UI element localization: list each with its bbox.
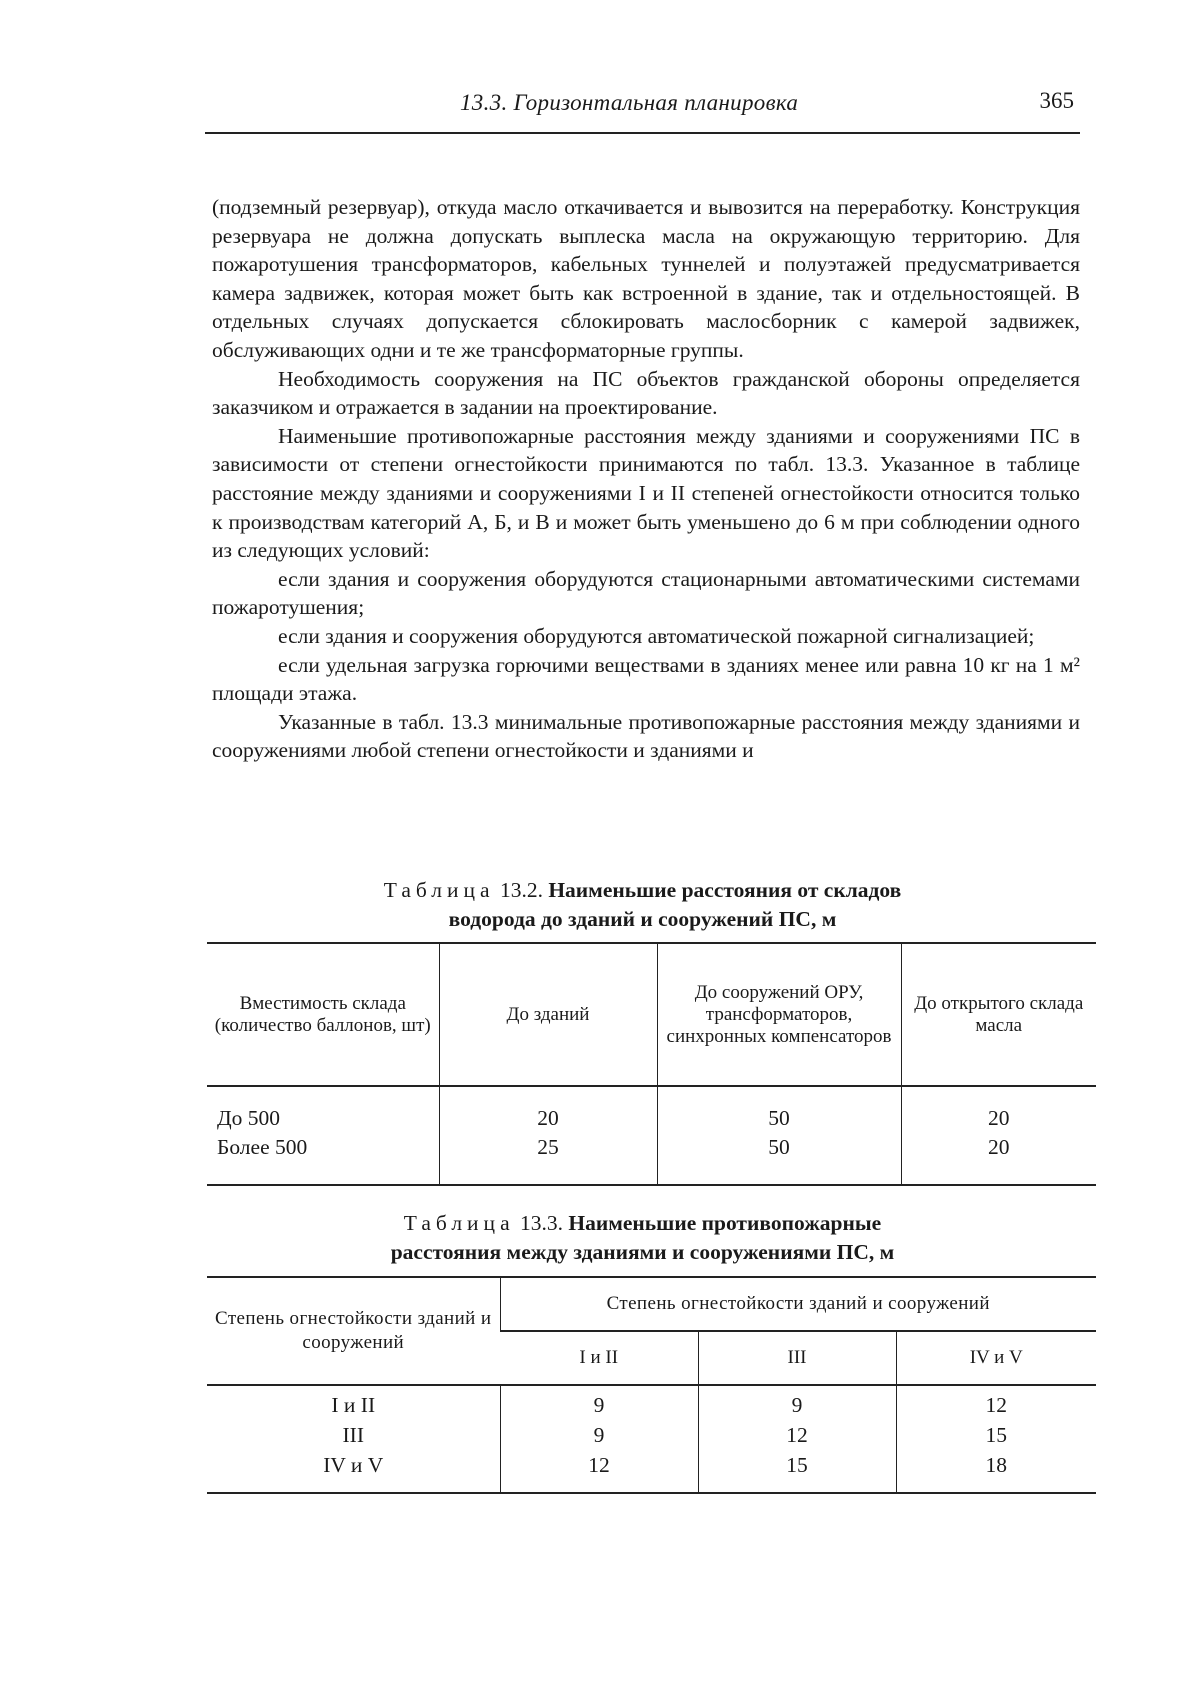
table-number: 13.2. [499,878,543,902]
paragraph: если здания и сооружения оборудуются автоматической пожарной сигнализацией; [278,623,1035,648]
paragraph: если здания и сооружения оборудуются стационарными автоматическими системами пожаротушения; [212,566,1080,620]
table-number: 13.3. [519,1211,563,1235]
paragraph: если удельная загрузка горючими веществами в зданиях менее или равна 10 кг на 1 м² площади этажа. [212,652,1080,706]
column-header: Вместимость склада (количество баллонов, шт) [207,943,439,1086]
table-cell: IV и V [323,1453,384,1477]
table-cell: 12 [698,1420,896,1450]
table-row [207,1450,1096,1493]
table-cell: 20 [439,1086,657,1133]
table-row [207,1086,1096,1133]
table-cell: 9 [500,1420,698,1450]
table-13-3 [207,1276,1096,1494]
column-header: I и II [500,1331,698,1385]
table-cell: Более 500 [217,1134,308,1159]
table-cell: 12 [896,1385,1096,1420]
header-title: 13.3. Горизонтальная планировка [460,90,799,115]
column-header: До зданий [439,943,657,1086]
table-row [207,1420,1096,1450]
paragraph: Наименьшие противопожарные расстояния между зданиями и сооружениями ПС в зависимости от степени огнестойкости принимаются по табл. 13.3. Указанное в таблице расстояние между зданиями и сооружениями I и II степеней огнестойкости относится только к производствам категорий А, Б, и В и может быть уменьшено до 6 м при соблюдении одного из следующих условий: [212,423,1080,563]
column-header: До сооружений ОРУ, трансформаторов, синхронных компенсаторов [657,943,901,1086]
group-header: Степень огнестойкости зданий и сооружений [500,1277,1096,1331]
page-number: 365 [1039,88,1074,113]
table-cell: 15 [896,1420,1096,1450]
table-cell: 12 [500,1450,698,1493]
row-header: Степень огнестойкости зданий и сооружений [207,1277,500,1385]
table-title-line1: Наименьшие противопожарные [568,1211,882,1235]
column-header: IV и V [896,1331,1096,1385]
running-header [205,86,1080,134]
table-cell: 18 [896,1450,1096,1493]
paragraph: (подземный резервуар), откуда масло откачивается и вывозится на переработку. Конструкция резервуара не должна допускать выплеска масла на окружающую территорию. Для пожаротушения трансформаторов, кабельных туннелей и полуэтажей предусматривается камера задвижек, которая может быть как встроенной в здание, так и отдельностоящей. В отдельных случаях допускается сблокировать маслосборник с камерой задвижек, обслуживающих одни и те же трансформаторные группы. [212,195,1080,362]
table-cell: До 500 [217,1105,281,1130]
table-cell: 50 [657,1133,901,1185]
paragraph: Необходимость сооружения на ПС объектов гражданской обороны определяется заказчиком и отражается в задании на проектирование. [212,366,1080,420]
paragraph: Указанные в табл. 13.3 минимальные противопожарные расстояния между зданиями и сооружениями любой степени огнестойкости и зданиями и [212,709,1080,763]
table-title-line1: Наименьшие расстояния от складов [548,878,902,902]
table-13-2 [207,942,1096,1186]
table-cell: 25 [439,1133,657,1185]
table-title-line2: водорода до зданий и сооружений ПС, м [448,907,837,931]
table-label: Таблица [383,878,495,902]
table-cell: 20 [901,1133,1096,1185]
column-header: До открытого склада масла [901,943,1096,1086]
table-title-line2: расстояния между зданиями и сооружениями ПС, м [390,1240,895,1264]
table-cell: 9 [500,1385,698,1420]
table-cell: 20 [901,1086,1096,1133]
table-row [207,1133,1096,1185]
table-label: Таблица [403,1211,515,1235]
table-13-2-caption [205,876,1080,934]
body-text [212,193,1080,765]
table-cell: I и II [331,1393,376,1417]
table-row [207,1385,1096,1420]
table-cell: 9 [698,1385,896,1420]
column-header: III [698,1331,896,1385]
table-cell: 50 [657,1086,901,1133]
table-cell: III [342,1423,364,1447]
table-cell: 15 [698,1450,896,1493]
table-13-3-caption [205,1209,1080,1267]
